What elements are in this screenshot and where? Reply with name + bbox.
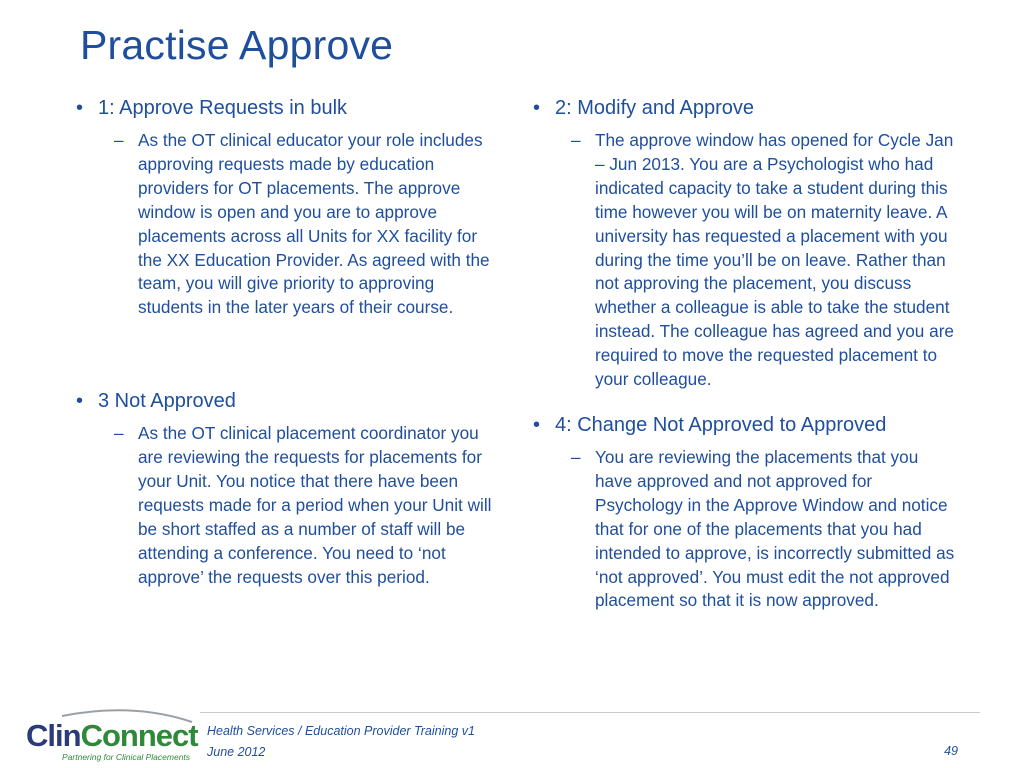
bullet-item bbox=[76, 388, 506, 414]
logo-clin: Clin bbox=[26, 718, 81, 753]
dash-glyph: – bbox=[571, 130, 581, 150]
bullet-item bbox=[533, 412, 963, 438]
right-column bbox=[533, 95, 963, 613]
bullet-glyph: • bbox=[76, 390, 84, 413]
sub-item bbox=[533, 129, 963, 392]
slide-title: Practise Approve bbox=[80, 22, 394, 68]
logo-connect: Connect bbox=[80, 718, 198, 753]
bullet-item bbox=[76, 95, 506, 121]
left-column bbox=[76, 95, 506, 590]
dash-glyph: – bbox=[571, 446, 581, 467]
footer-date: June 2012 bbox=[207, 745, 266, 759]
bullet-heading: 1: Approve Requests in bulk bbox=[98, 97, 348, 119]
dash-glyph: – bbox=[114, 423, 124, 444]
footer-divider bbox=[200, 712, 980, 713]
bullet-glyph: • bbox=[76, 97, 84, 119]
bullet-heading: 2: Modify and Approve bbox=[555, 97, 755, 119]
sub-item bbox=[76, 129, 506, 320]
bullet-detail: You are reviewing the placements that you have approved and not approved for Psychology in the Approve Window and notice that for one of the placements that you had intended to approve, is incorrectly submitted as ‘not approved’. You must edit the not approved placement so that it is now approved. bbox=[595, 446, 955, 611]
bullet-glyph: • bbox=[533, 97, 541, 119]
clinconnect-logo bbox=[22, 706, 200, 762]
page-number: 49 bbox=[944, 744, 958, 758]
logo-wordmark bbox=[26, 718, 198, 754]
logo-tagline: Partnering for Clinical Placements bbox=[62, 752, 191, 762]
bullet-detail: As the OT clinical educator your role includes approving requests made by education providers for OT placements. The approve window is open and you are to approve placements across all Units for XX facility for the XX Education Provider. As agreed with the team, you will give priority to approving students in the later years of their course. bbox=[138, 130, 490, 318]
bullet-detail: As the OT clinical placement coordinator you are reviewing the requests for placements for your Unit. You notice that there have been requests made for a period when your Unit will be short staffed as a number of staff will be attending a conference. You need to ‘not approve’ the requests over this period. bbox=[138, 423, 492, 587]
bullet-heading: 3 Not Approved bbox=[98, 390, 236, 413]
sub-item bbox=[533, 446, 963, 613]
bullet-heading: 4: Change Not Approved to Approved bbox=[555, 413, 887, 436]
footer-course-title: Health Services / Education Provider Training v1 bbox=[207, 724, 475, 738]
bullet-detail: The approve window has opened for Cycle Jan – Jun 2013. You are a Psychologist who had indicated capacity to take a student during this time however you will be on maternity leave. A university has requested a placement with you during the time you’ll be on leave. Rather than not approving the placement, you discuss whether a colleague is able to take the student instead. The colleague has agreed and you are required to move the requested placement to your colleague. bbox=[595, 130, 954, 390]
bullet-item bbox=[533, 95, 963, 121]
sub-item bbox=[76, 422, 506, 589]
dash-glyph: – bbox=[114, 130, 124, 150]
bullet-glyph: • bbox=[533, 413, 541, 436]
